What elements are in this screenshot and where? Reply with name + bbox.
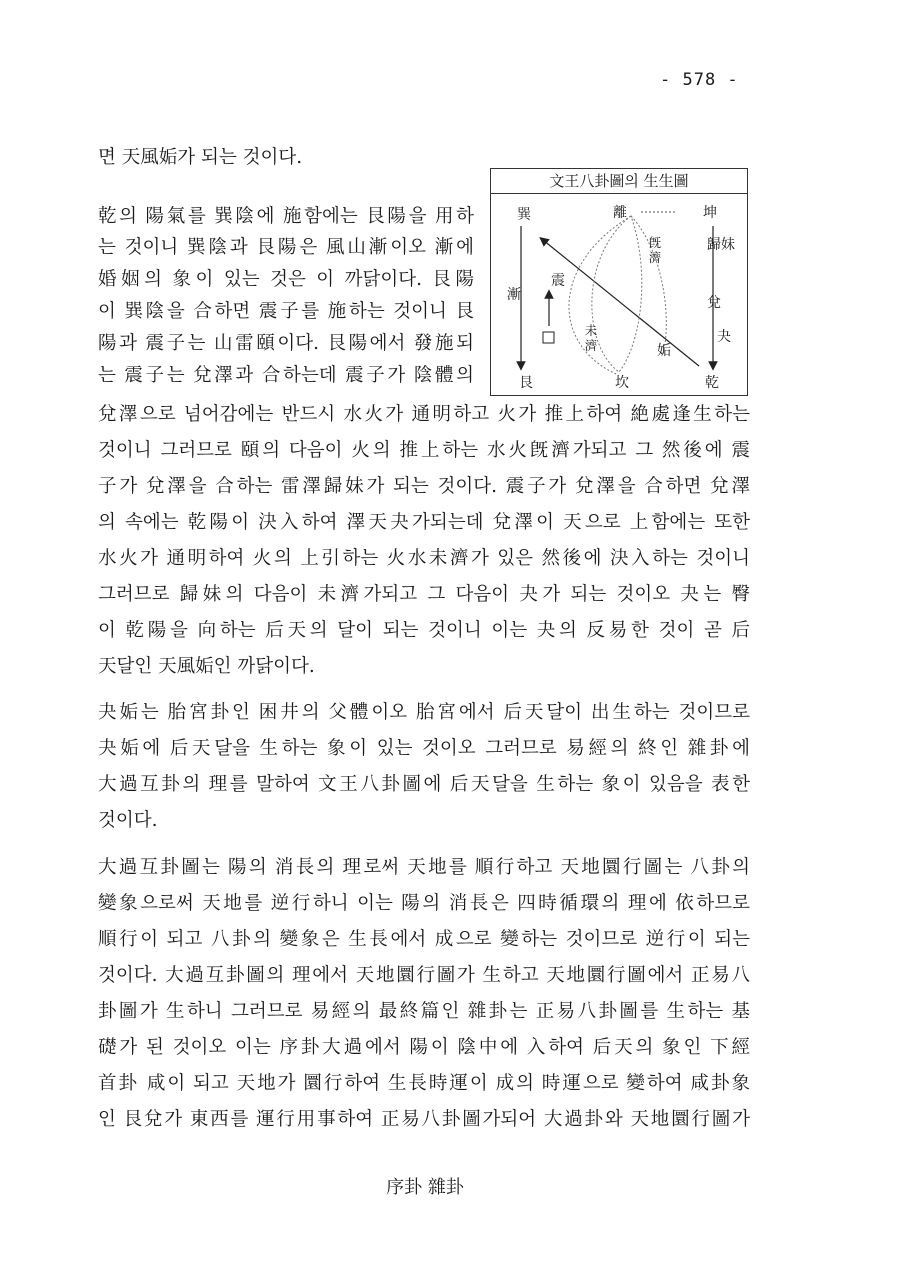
text-line: 면 天風姤가 되는 것이다. xyxy=(98,147,303,168)
text-line: 大過互卦의 理를 말하여 文王八卦圖에 后天달을 生하는 象이 있음을 表한 xyxy=(98,774,750,795)
small-square xyxy=(543,332,554,343)
li-kan-loop xyxy=(592,216,642,372)
text-line: 는 것이니 巽陰과 艮陽은 風山漸이오 漸에 xyxy=(98,237,474,258)
text-line: 그러므로 歸妹의 다음이 未濟가되고 그 다음이 夬가 되는 것이오 夬는 臀 xyxy=(98,584,750,605)
text-line: 것이다. xyxy=(98,810,158,831)
page-number: - 578 - xyxy=(660,70,739,90)
text-line: 는 震子는 兌澤과 合하는데 震子가 陰體의 xyxy=(98,365,474,386)
qian-xun-arrow xyxy=(543,240,699,366)
label-jiji: 旣濟 xyxy=(648,235,662,265)
text-line: 이 巽陰을 合하면 震子를 施하는 것이니 艮 xyxy=(98,301,474,322)
text-line: 의 속에는 乾陽이 決入하여 澤天夬가되는데 兌澤이 天으로 上함에는 또한 xyxy=(98,512,750,533)
text-line: 子가 兌澤을 合하는 雷澤歸妹가 되는 것이다. 震子가 兌澤을 合하면 兌澤 xyxy=(98,476,750,497)
label-kun: 坤 xyxy=(703,205,717,221)
text-line: 이 乾陽을 向하는 后天의 달이 되는 것이니 이는 夬의 反易한 것이 곧 后 xyxy=(98,620,750,641)
text-line: 것이니 그러므로 頤의 다음이 火의 推上하는 水火旣濟가되고 그 然後에 震 xyxy=(98,440,750,461)
text-line: 陽과 震子는 山雷頤이다. 艮陽에서 發施되 xyxy=(98,333,474,354)
label-li: 離 xyxy=(613,205,627,221)
text-line: 礎가 된 것이오 이는 序卦大過에서 陽이 陰中에 入하여 后天의 象인 下經 xyxy=(98,1037,750,1058)
text-line: 兌澤으로 넘어감에는 반드시 水火가 通明하고 火가 推上하여 絶處逢生하는 xyxy=(98,404,750,425)
text-line: 水火가 通明하여 火의 上引하는 火水未濟가 있은 然後에 決入하는 것이니 xyxy=(98,548,750,569)
label-guai: 夬 xyxy=(717,329,731,345)
text-line: 卦圖가 生하니 그러므로 易經의 最終篇인 雜卦는 正易八卦圖를 生하는 基 xyxy=(98,1001,750,1022)
text-line: 인 艮兌가 東西를 運行用事하여 正易八卦圖가되어 大過卦와 天地圜行圖가 xyxy=(98,1109,750,1130)
text-line: 것이다. 大過互卦圖의 理에서 天地圜行圖가 生하고 天地圜行圖에서 正易八 xyxy=(98,965,750,986)
text-line: 首卦 咸이 되고 天地가 圜行하여 生長時運이 成의 時運으로 變하여 咸卦象 xyxy=(98,1073,750,1094)
text-line: 變象으로써 天地를 逆行하니 이는 陽의 消長은 四時循環의 理에 依하므로 xyxy=(98,893,750,914)
label-kan: 坎 xyxy=(615,375,629,391)
label-jian: 漸 xyxy=(507,287,521,303)
label-zhen: 震 xyxy=(551,273,565,289)
label-gen: 艮 xyxy=(519,375,533,391)
text-line: 夬姤에 后天달을 生하는 象이 있는 것이오 그러므로 易經의 終인 雜卦에 xyxy=(98,738,750,759)
text-line: 夬姤는 胎宮卦인 困井의 父體이오 胎宮에서 后天달이 出生하는 것이므로 xyxy=(98,702,750,723)
diagram-title: 文王八卦圖의 生生圖 xyxy=(491,169,747,194)
text-line: 婚姻의 象이 있는 것은 이 까닭이다. 艮陽 xyxy=(98,269,474,290)
label-weiji: 未濟 xyxy=(584,323,598,353)
label-xun: 巽 xyxy=(517,207,531,223)
outer-loop xyxy=(569,216,631,374)
text-line: 乾의 陽氣를 巽陰에 施함에는 艮陽을 用하 xyxy=(98,206,474,227)
text-line: 大過互卦圖는 陽의 消長의 理로써 天地를 順行하고 天地圜行圖는 八卦의 xyxy=(98,857,750,878)
label-guimei: 歸妹 xyxy=(707,237,735,253)
running-footer: 序卦 雜卦 xyxy=(386,1177,464,1198)
label-qian: 乾 xyxy=(705,375,719,391)
text-line: 天달인 天風姤인 까닭이다. xyxy=(98,656,315,677)
text-line: 順行이 되고 八卦의 變象은 生長에서 成으로 變하는 것이므로 逆行이 되는 xyxy=(98,929,750,950)
label-dui: 兌 xyxy=(707,295,721,311)
label-gou: 姤 xyxy=(657,343,671,359)
king-wen-trigram-diagram xyxy=(490,168,748,396)
